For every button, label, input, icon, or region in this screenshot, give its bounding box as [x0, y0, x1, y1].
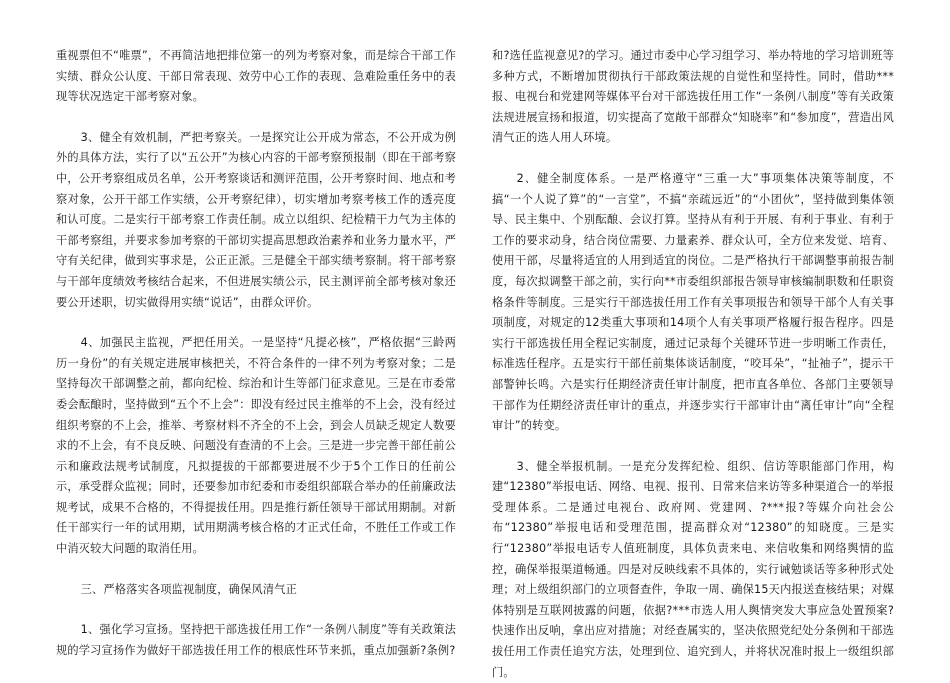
- left-paragraph-continued: 重视票但不“唯票”，不再简洁地把排位第一的列为考察对象，而是综合干部工作实绩、群众公认度、干部日常表现、效劳中心工作的表现、急难险重任务中的表现等状况选定干部考察对象。: [56, 49, 456, 104]
- section-heading-3: 三、严格落实各项监视制度，确保风清气正: [80, 582, 297, 596]
- right-paragraph-2: 2、健全制度体系。一是严格遵守“三重一大”事项集体决策等制度，不搞“一个人说了算”的“一言堂”，不搞“亲疏远近”的“小团伙”，坚持做到集体领导、民主集中、个别酝酿、会议打算。坚持从有利于开展、有利于事业、有利于工作的要求动身，结合岗位需要、力量素养、群众认可，全方位来发觉、培育、使用干部，尽量将适宜的人用到适宜的岗位。二是严格执行干部调整事前报告制度，每次拟调整干部之前，实行向**市委组织部报告领导审核编制职数和任职资格条件等制度。三是实行干部选拔任用工作有关事项报告和领导干部个人有关事项制度，对规定的12类重大事项和14项个人有关事项严格履行报告程序。四是实行干部选拔任用全程记实制度，通过记录每个关键环节进一步明晰工作责任，标准选任程序。五是实行干部任前集体谈话制度，“咬耳朵”，“扯袖子”，提示干部警钟长鸣。六是实行任期经济责任审计制度，把市直各单位、各部门主要领导干部作为任期经济责任审计的重点，并逐步实行干部审计由“离任审计”向“全程审计”的转变。: [492, 171, 894, 433]
- right-paragraph-continued: 和?选任监视意见?的学习。通过市委中心学习组学习、举办特地的学习培训班等多种方式，不断增加贯彻执行干部政策法规的自觉性和坚持性。同时，借助***报、电视台和党建网等媒体平台对干部选拔任用工作“一条例八制度”等有关政策法规进展宣扬和报道，切实提高了宽敞干部群众“知晓率”和“参加度”，营造出风清气正的选人用人环境。: [492, 49, 894, 145]
- right-column: [492, 46, 894, 683]
- right-paragraph-3: 3、健全举报机制。一是充分发挥纪检、组织、信访等职能部门作用，构建“12380”举报电话、网络、电视、报刊、日常来信来访等多种渠道合一的举报受理体系。二是通过电视台、政府网、党建网、?***报?等媒介向社会公布“12380”举报电话和受理范围，提高群众对“12380”的知晓度。三是实行“12380”举报电话专人值班制度，具体负责来电、来信收集和网络舆情的监控，确保举报渠道畅通。四是对反映线索不具体的，实行诫勉谈话等多种形式处理；对上级组织部门的立项督查件，争取一周、确保15天内报送查核结果；对媒体特别是互联网披露的问题，依据?***市选人用人舆情突发大事应急处置预案?快速作出反响，拿出应对措施；对经查属实的，坚决依照党纪处分条例和干部选拔任用工作责任追究方法，处理到位、追究到人，并将状况准时报上一级组织部门。: [492, 459, 894, 679]
- left-paragraph-4: 4、加强民主监视，严把任用关。一是坚持“凡提必核”，严格依据“三龄两历一身份”的有关规定进展审核把关，不符合条件的一律不列为考察对象；二是坚持每次干部调整之前，都向纪检、综治和计生等部门征求意见。三是在市委常委会酝酿时，坚持做到“五个不上会”：即没有经过民主推举的不上会，没有经过组织考察的不上会，推举、考察材料不齐全的不上会，到会人员缺乏规定人数要求的不上会，有不良反映、问题没有查清的不上会。三是进一步完善干部任前公示和廉政法规考试制度，凡拟提拔的干部都要进展不少于5个工作日的任前公示，承受群众监视；同时，还要参加市纪委和市委组织部联合举办的任前廉政法规考试，成果不合格的，不得提拔任用。四是推行新任领导干部试用期制。对新任干部实行一年的试用期，试用期满考核合格的才正式任命，不胜任工作或工作中消灭较大问题的取消任用。: [56, 336, 456, 556]
- left-paragraph-s3-1: 1、强化学习宣扬。坚持把干部选拔任用工作“一条例八制度”等有关政策法规的学习宣扬作为做好干部选拔任用工作的根底性环节来抓，重点加强新?条例?: [56, 623, 456, 657]
- left-paragraph-3: 3、健全有效机制，严把考察关。一是探究让公开成为常态，不公开成为例外的具体方法，实行了以“五公开”为核心内容的干部考察预报制（即在干部考察中，公开考察组成员名单，公开考察谈话和测评范围，公开考察时间、地点和考察对象，公开干部工作实绩，公开考察纪律），切实增加考察考核工作的透亮度和认可度。二是实行干部考察工作责任制。成立以组织、纪检精干力气为主体的干部考察组，并要求参加考察的干部切实提高思想政治素养和业务力量水平，严守有关纪律，做到实事求是，公正正派。三是健全干部实绩考察制。将干部考察与干部年度绩效考核结合起来，不但进展实绩公示，民主测评前全部考核对象还要公开述职，切实做得用实绩“说话”，由群众评价。: [56, 130, 456, 309]
- left-column: [56, 46, 456, 661]
